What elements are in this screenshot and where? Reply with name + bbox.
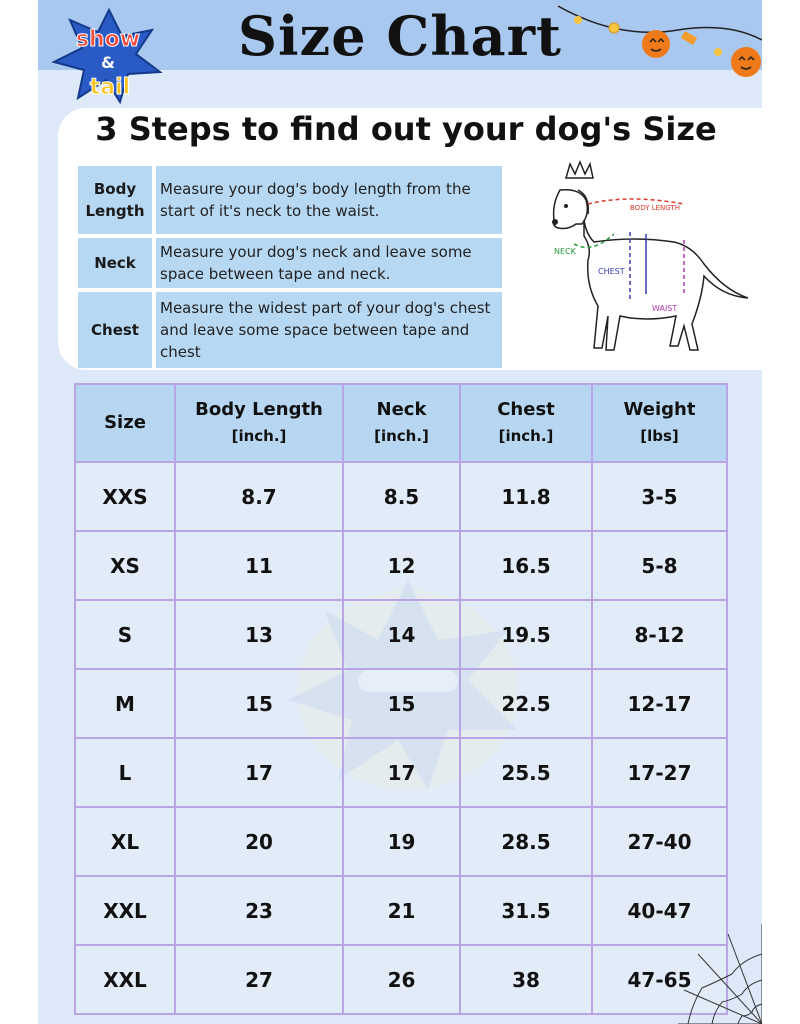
- cell-size: XXS: [75, 462, 175, 531]
- cell-neck: 21: [343, 876, 460, 945]
- cell-weight: 3-5: [592, 462, 727, 531]
- cell-weight: 8-12: [592, 600, 727, 669]
- cell-body-length: 8.7: [175, 462, 343, 531]
- cell-neck: 15: [343, 669, 460, 738]
- step-description: Measure your dog's neck and leave some space between tape and neck.: [156, 238, 502, 288]
- cell-size: XL: [75, 807, 175, 876]
- cell-weight: 5-8: [592, 531, 727, 600]
- cell-body-length: 13: [175, 600, 343, 669]
- step-label: Neck: [78, 238, 152, 288]
- step-label: Body Length: [78, 166, 152, 234]
- table-row: [75, 669, 727, 738]
- column-header-weight: Weight [lbs]: [592, 384, 727, 462]
- step-neck: [78, 238, 502, 288]
- cell-chest: 31.5: [460, 876, 592, 945]
- diagram-label-body-length: BODY LENGTH: [630, 204, 680, 212]
- table-row: [75, 462, 727, 531]
- logo-word-tail: tail: [89, 75, 131, 100]
- cell-body-length: 11: [175, 531, 343, 600]
- size-chart-page: [38, 0, 762, 1024]
- cell-chest: 38: [460, 945, 592, 1014]
- cell-size: M: [75, 669, 175, 738]
- size-table: [74, 383, 728, 1015]
- cell-body-length: 15: [175, 669, 343, 738]
- cell-weight: 17-27: [592, 738, 727, 807]
- table-row: [75, 531, 727, 600]
- cell-neck: 26: [343, 945, 460, 1014]
- column-header-size: Size: [75, 384, 175, 462]
- table-row: [75, 807, 727, 876]
- cell-chest: 28.5: [460, 807, 592, 876]
- cell-body-length: 17: [175, 738, 343, 807]
- table-row: [75, 945, 727, 1014]
- logo-ampersand: &: [101, 53, 115, 72]
- cell-neck: 8.5: [343, 462, 460, 531]
- logo-word-show: show: [75, 27, 141, 52]
- diagram-label-chest: CHEST: [598, 267, 625, 276]
- cell-weight: 27-40: [592, 807, 727, 876]
- cell-body-length: 20: [175, 807, 343, 876]
- cell-chest: 25.5: [460, 738, 592, 807]
- column-header-neck: Neck [inch.]: [343, 384, 460, 462]
- cell-chest: 22.5: [460, 669, 592, 738]
- table-row: [75, 600, 727, 669]
- cell-chest: 16.5: [460, 531, 592, 600]
- cell-neck: 19: [343, 807, 460, 876]
- table-row: [75, 876, 727, 945]
- table-row: [75, 738, 727, 807]
- cell-chest: 11.8: [460, 462, 592, 531]
- cell-body-length: 27: [175, 945, 343, 1014]
- diagram-label-neck: NECK: [554, 247, 576, 256]
- cell-body-length: 23: [175, 876, 343, 945]
- cell-size: XXL: [75, 945, 175, 1014]
- cell-weight: 12-17: [592, 669, 727, 738]
- cell-chest: 19.5: [460, 600, 592, 669]
- step-body-length: [78, 166, 502, 234]
- column-header-chest: Chest [inch.]: [460, 384, 592, 462]
- cell-size: XXL: [75, 876, 175, 945]
- page-title: Size Chart: [238, 4, 562, 68]
- cell-size: L: [75, 738, 175, 807]
- step-label: Chest: [78, 292, 152, 368]
- cell-weight: 47-65: [592, 945, 727, 1014]
- step-description: Measure the widest part of your dog's chest and leave some space between tape and chest: [156, 292, 502, 368]
- cell-neck: 17: [343, 738, 460, 807]
- cell-weight: 40-47: [592, 876, 727, 945]
- cell-size: XS: [75, 531, 175, 600]
- cell-neck: 12: [343, 531, 460, 600]
- step-chest: [78, 292, 502, 368]
- diagram-label-waist: WAIST: [652, 304, 678, 313]
- step-description: Measure your dog's body length from the start of it's neck to the waist.: [156, 166, 502, 234]
- cell-neck: 14: [343, 600, 460, 669]
- crown-icon: [566, 162, 593, 178]
- spider-web-icon: [678, 924, 762, 1024]
- pumpkin-icon: [731, 47, 761, 77]
- column-header-body-length: Body Length [inch.]: [175, 384, 343, 462]
- table-header-row: [75, 384, 727, 462]
- cell-size: S: [75, 600, 175, 669]
- pumpkin-icon: [642, 30, 670, 58]
- halloween-garland-icon: [558, 0, 762, 90]
- dog-measurement-diagram: [508, 156, 748, 376]
- steps-title: 3 Steps to find out your dog's Size: [95, 110, 717, 148]
